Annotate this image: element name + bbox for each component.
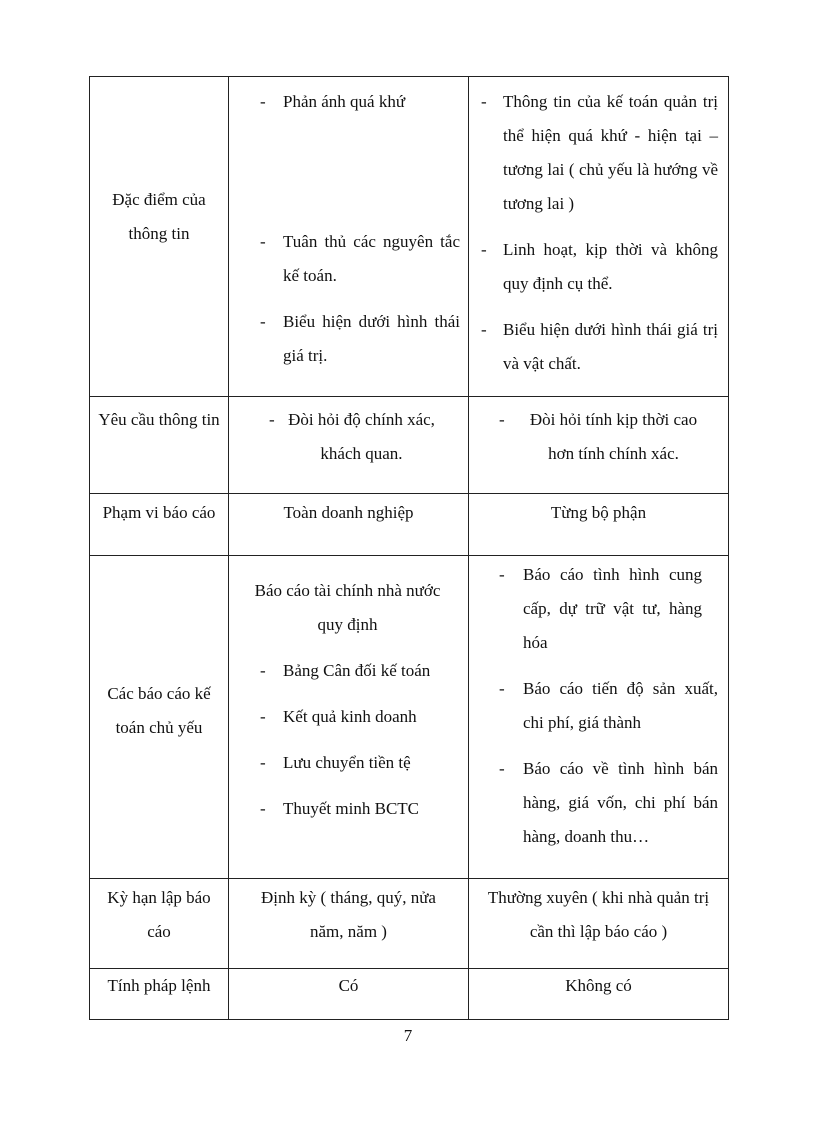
list-item: - Biểu hiện dưới hình thái giá trị và vật chất.	[481, 320, 718, 373]
financial-accounting-cell: Định kỳ ( tháng, quý, nửa năm, năm )	[229, 879, 469, 969]
financial-accounting-cell: Báo cáo tài chính nhà nước quy định - Bảng Cân đối kế toán - Kết quả kinh doanh - Lưu chuyển tiền tệ - Thuyết minh BCTC	[229, 556, 469, 879]
row-label: Đặc điểm của thông tin	[90, 77, 229, 397]
management-accounting-cell	[469, 77, 729, 397]
row-legal-requirement	[90, 969, 729, 1020]
list-item: - Báo cáo về tình hình bán hàng, giá vốn, chi phí bán hàng, doanh thu…	[499, 759, 718, 846]
list-item: - Đòi hỏi tính kịp thời cao hơn tính chính xác.	[499, 410, 698, 463]
management-accounting-cell	[469, 397, 729, 494]
list-item: - Đòi hỏi độ chính xác, khách quan.	[269, 410, 435, 463]
row-scope	[90, 494, 729, 556]
row-label: Các báo cáo kế toán chủ yếu	[90, 556, 229, 879]
list-item: - Báo cáo tiến độ sản xuất, chi phí, giá thành	[499, 679, 718, 732]
row-label: Yêu cầu thông tin	[90, 397, 229, 494]
row-reporting-period	[90, 879, 729, 969]
financial-accounting-cell: Có	[229, 969, 469, 1020]
row-label: Tính pháp lệnh	[90, 969, 229, 1020]
list-item: - Bảng Cân đối kế toán	[260, 661, 431, 680]
financial-accounting-cell: Toàn doanh nghiệp	[229, 494, 469, 556]
financial-accounting-cell	[229, 397, 469, 494]
row-label: Phạm vi báo cáo	[90, 494, 229, 556]
list-item: - Lưu chuyển tiền tệ	[260, 753, 411, 772]
row-requirements	[90, 397, 729, 494]
list-item: - Tuân thủ các nguyên tắc kế toán.	[260, 232, 460, 285]
financial-accounting-cell	[229, 77, 469, 397]
management-accounting-cell: Không có	[469, 969, 729, 1020]
management-accounting-cell	[469, 556, 729, 879]
row-characteristics	[90, 77, 729, 397]
row-label: Kỳ hạn lập báo cáo	[90, 879, 229, 969]
list-item: - Thông tin của kế toán quản trị thể hiện quá khứ - hiện tại – tương lai ( chủ yếu là hướng về tương lai )	[481, 92, 718, 213]
list-item: - Thuyết minh BCTC	[260, 799, 419, 818]
list-item: - Báo cáo tình hình cung cấp, dự trữ vật tư, hàng hóa	[499, 565, 702, 652]
row-reports	[90, 556, 729, 879]
management-accounting-cell: Thường xuyên ( khi nhà quản trị cần thì lập báo cáo )	[469, 879, 729, 969]
list-item: - Linh hoạt, kịp thời và không quy định cụ thể.	[481, 240, 718, 293]
list-item: - Phản ánh quá khứ	[260, 92, 406, 111]
list-item: - Biểu hiện dưới hình thái giá trị.	[260, 312, 460, 365]
management-accounting-cell: Từng bộ phận	[469, 494, 729, 556]
list-item: - Kết quả kinh doanh	[260, 707, 417, 726]
comparison-table	[89, 76, 729, 1020]
page-number: 7	[403, 1026, 413, 1045]
